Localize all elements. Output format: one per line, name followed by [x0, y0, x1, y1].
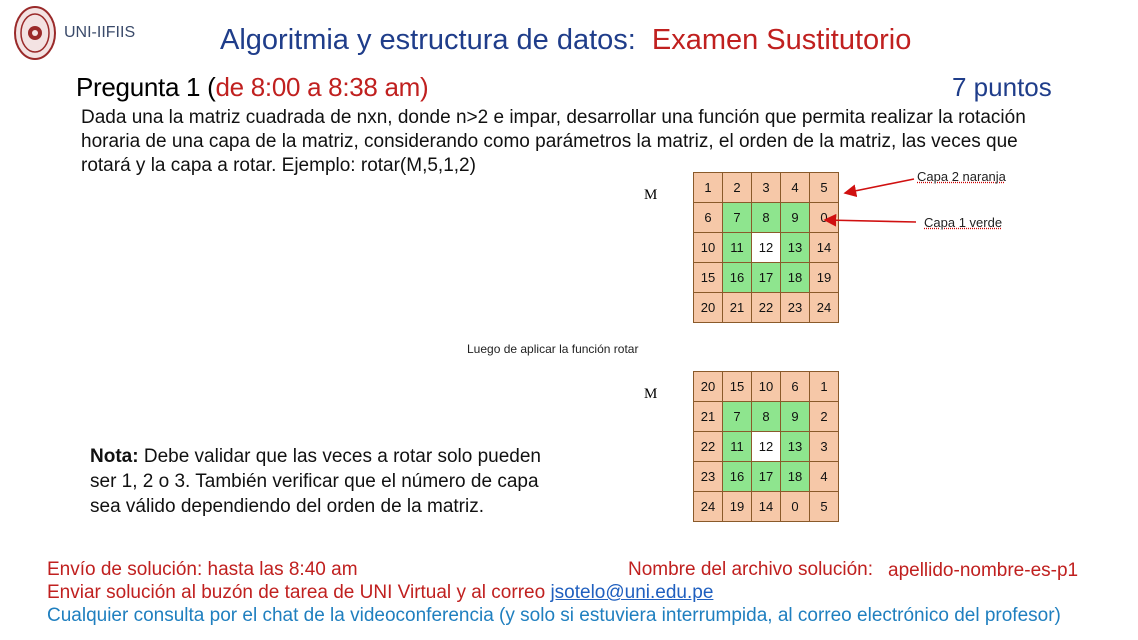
- matrix-cell: 18: [781, 263, 810, 293]
- matrix-cell: 13: [781, 432, 810, 462]
- question-title: [76, 72, 428, 103]
- matrix-cell: 0: [781, 492, 810, 522]
- matrix-after: [693, 371, 839, 522]
- arrow-layer-1: [825, 220, 916, 222]
- matrix-cell: 4: [781, 173, 810, 203]
- submit-instructions: [47, 582, 713, 604]
- matrix-cell: 23: [694, 462, 723, 492]
- caption-layer-1: Capa 1 verde: [924, 215, 1003, 230]
- matrix-cell: 7: [723, 203, 752, 233]
- matrix-cell: 10: [694, 233, 723, 263]
- matrix-cell: 15: [694, 263, 723, 293]
- note-label: Nota:: [90, 446, 139, 467]
- matrix-cell: 10: [752, 372, 781, 402]
- submit-mail-prefix: y al correo: [451, 582, 551, 603]
- matrix-cell: 11: [723, 233, 752, 263]
- matrix-cell: 9: [781, 203, 810, 233]
- matrix-cell: 3: [810, 432, 839, 462]
- matrix-cell: 18: [781, 462, 810, 492]
- matrix-cell: 14: [810, 233, 839, 263]
- logo-text: UNI-IIFIIS: [64, 24, 136, 41]
- matrix-cell: 21: [694, 402, 723, 432]
- matrix-cell: 16: [723, 462, 752, 492]
- matrix-cell: 1: [810, 372, 839, 402]
- deadline-text: Envío de solución: hasta las 8:40 am: [47, 559, 358, 580]
- question-points: 7 puntos: [952, 72, 1052, 102]
- matrix-cell: 12: [752, 233, 781, 263]
- question-number: Pregunta 1 (: [76, 72, 216, 102]
- matrix-label-after: M: [644, 386, 658, 402]
- university-seal-logo: [14, 6, 56, 60]
- matrix-cell: 17: [752, 263, 781, 293]
- filename-label: Nombre del archivo solución:: [628, 559, 874, 580]
- matrix-cell: 15: [723, 372, 752, 402]
- matrix-cell: 9: [781, 402, 810, 432]
- note-box: [90, 444, 560, 519]
- matrix-cell: 7: [723, 402, 752, 432]
- matrix-cell: 17: [752, 462, 781, 492]
- matrix-cell: 6: [694, 203, 723, 233]
- matrix-cell: 0: [810, 203, 839, 233]
- page-title: [220, 24, 911, 57]
- matrix-label-before: M: [644, 187, 658, 203]
- annotation-arrows: [820, 175, 920, 235]
- after-label: Luego de aplicar la función rotar: [467, 342, 639, 356]
- matrix-before: [693, 172, 839, 323]
- caption-layer-2: Capa 2 naranja: [917, 169, 1006, 184]
- matrix-cell: 24: [694, 492, 723, 522]
- matrix-cell: 12: [752, 432, 781, 462]
- question-description: Dada una la matriz cuadrada de nxn, donde n>2 e impar, desarrollar una función que permita realizar la rotación horaria de una capa de la matriz, considerando como parámetros la matriz, el orden de la matriz, las veces que rotará y la capa a rotar. Ejemplo: rotar(M,5,1,2): [81, 107, 1026, 176]
- matrix-cell: 5: [810, 173, 839, 203]
- matrix-cell: 8: [752, 203, 781, 233]
- title-exam: Examen Sustitutorio: [651, 24, 912, 56]
- matrix-cell: 20: [694, 372, 723, 402]
- matrix-cell: 8: [752, 402, 781, 432]
- matrix-cell: 5: [810, 492, 839, 522]
- matrix-cell: 19: [723, 492, 752, 522]
- matrix-cell: 21: [723, 293, 752, 323]
- matrix-cell: 22: [694, 432, 723, 462]
- contact-text: Cualquier consulta por el chat de la videoconferencia (y solo si estuviera interrumpida, al correo electrónico del profesor): [47, 605, 1061, 626]
- submit-text: Enviar solución al buzón de tarea de UNI Virtual: [47, 582, 452, 603]
- arrow-layer-2: [845, 179, 914, 193]
- matrix-cell: 11: [723, 432, 752, 462]
- title-main: Algoritmia y estructura de datos:: [220, 24, 636, 56]
- matrix-cell: 24: [810, 293, 839, 323]
- matrix-cell: 16: [723, 263, 752, 293]
- note-text: Debe validar que las veces a rotar solo pueden ser 1, 2 o 3. También verificar que el número de capa sea válido dependiendo del orden de la matriz.: [90, 446, 541, 517]
- matrix-cell: 4: [810, 462, 839, 492]
- matrix-cell: 1: [694, 173, 723, 203]
- matrix-cell: 14: [752, 492, 781, 522]
- matrix-cell: 2: [810, 402, 839, 432]
- matrix-cell: 20: [694, 293, 723, 323]
- matrix-cell: 2: [723, 173, 752, 203]
- filename-value: apellido-nombre-es-p1: [888, 560, 1079, 581]
- matrix-cell: 19: [810, 263, 839, 293]
- matrix-cell: 6: [781, 372, 810, 402]
- matrix-cell: 22: [752, 293, 781, 323]
- question-time: de 8:00 a 8:38 am): [215, 72, 429, 102]
- email-link[interactable]: jsotelo@uni.edu.pe: [550, 582, 714, 603]
- matrix-cell: 23: [781, 293, 810, 323]
- matrix-cell: 3: [752, 173, 781, 203]
- matrix-cell: 13: [781, 233, 810, 263]
